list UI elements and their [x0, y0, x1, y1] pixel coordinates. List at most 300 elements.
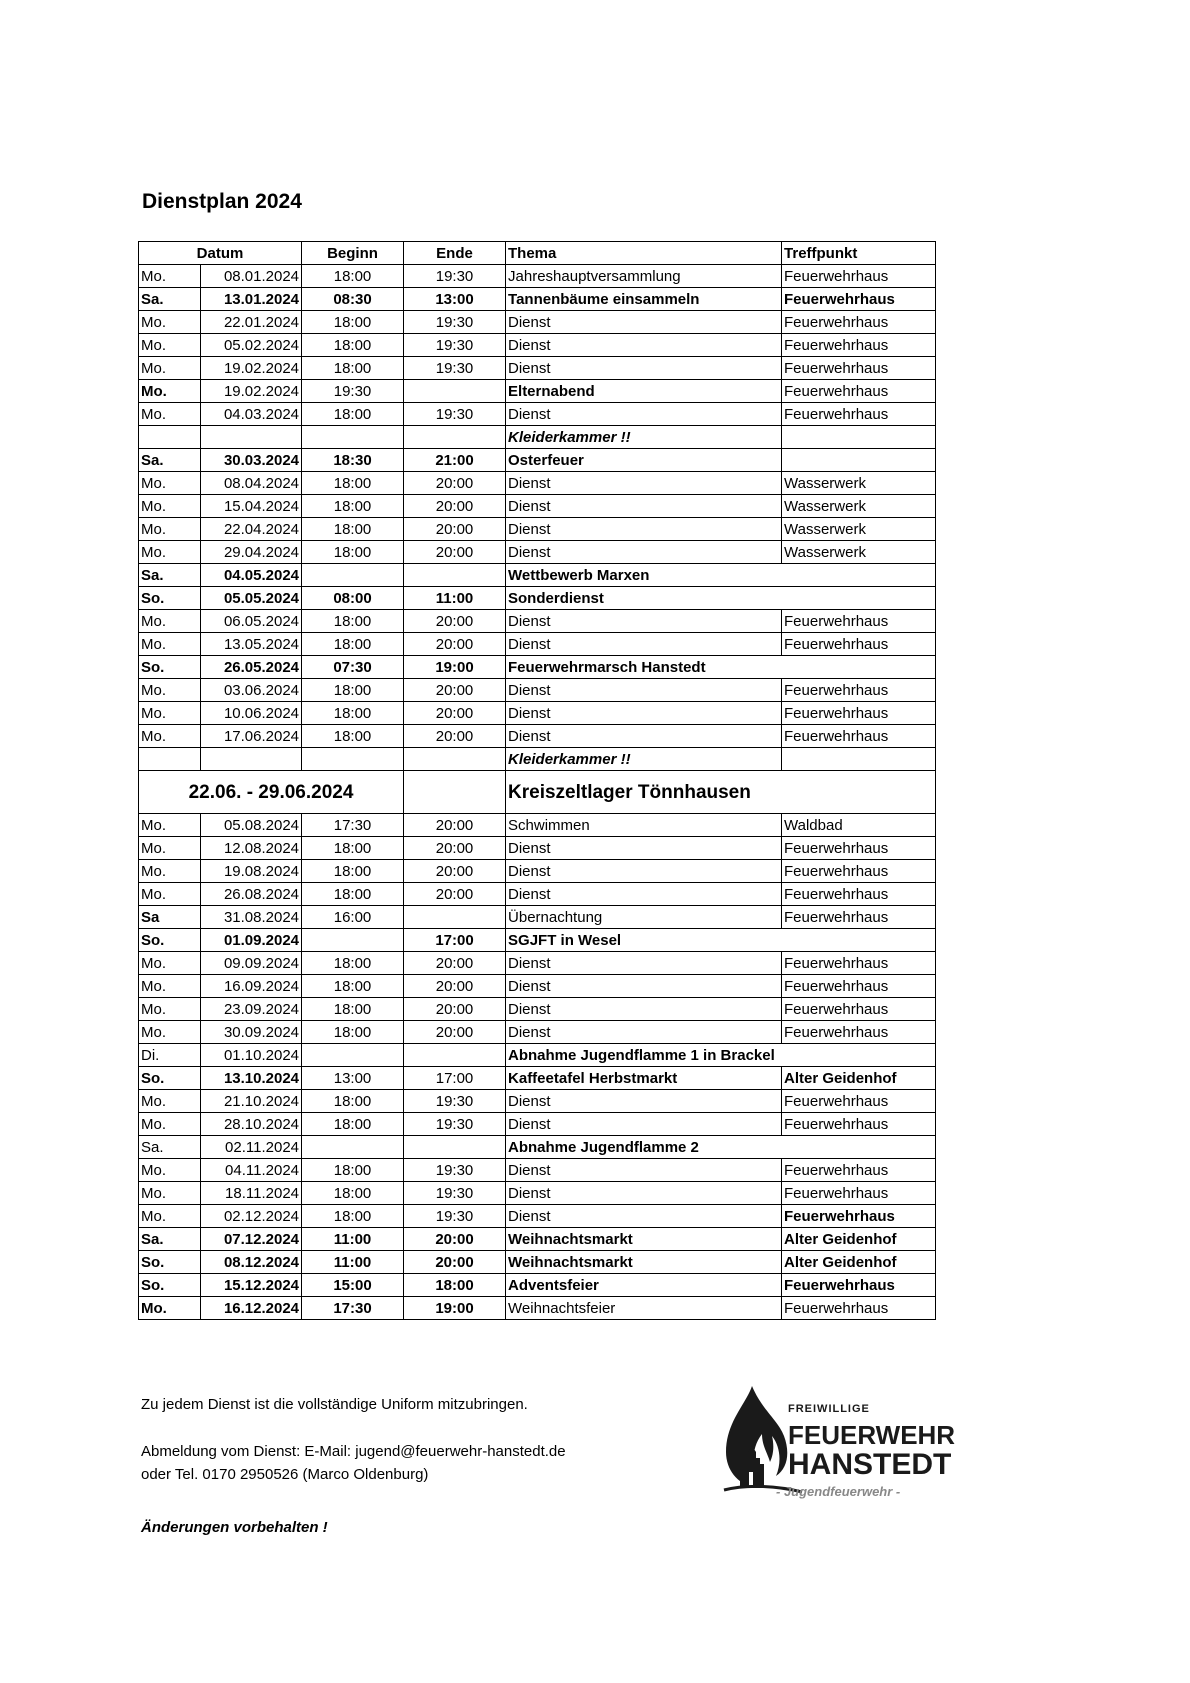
- cell-date: 13.10.2024: [201, 1067, 302, 1090]
- cell-place: Feuerwehrhaus: [782, 702, 936, 725]
- cell-end: 20:00: [404, 1021, 506, 1044]
- cell-topic: Tannenbäume einsammeln: [506, 288, 782, 311]
- cell-topic: Dienst: [506, 1113, 782, 1136]
- cell-end: [404, 748, 506, 771]
- cell-day: So.: [139, 656, 201, 679]
- cell-start: [302, 929, 404, 952]
- cell-end: 18:00: [404, 1274, 506, 1297]
- cell-start: 18:00: [302, 1182, 404, 1205]
- cell-day: Mo.: [139, 679, 201, 702]
- cell-date: 08.01.2024: [201, 265, 302, 288]
- cell-topic: SGJFT in Wesel: [506, 929, 936, 952]
- cell-place: Feuerwehrhaus: [782, 380, 936, 403]
- cell-start: [302, 1044, 404, 1067]
- cell-start: 18:00: [302, 952, 404, 975]
- cell-date: 31.08.2024: [201, 906, 302, 929]
- table-row: [139, 725, 936, 748]
- cell-day: Mo.: [139, 998, 201, 1021]
- cell-day: So.: [139, 1067, 201, 1090]
- cell-date: 09.09.2024: [201, 952, 302, 975]
- cell-start: 08:30: [302, 288, 404, 311]
- cell-start: 18:00: [302, 311, 404, 334]
- cell-topic: Dienst: [506, 633, 782, 656]
- table-row: [139, 1251, 936, 1274]
- cell-place: [782, 426, 936, 449]
- table-row: [139, 1159, 936, 1182]
- table-row: [139, 748, 936, 771]
- table-row: [139, 771, 936, 814]
- cell-day: Mo.: [139, 541, 201, 564]
- cell-topic: Elternabend: [506, 380, 782, 403]
- cell-place: Alter Geidenhof: [782, 1067, 936, 1090]
- cell-end: [404, 1044, 506, 1067]
- cell-place: Feuerwehrhaus: [782, 1090, 936, 1113]
- cell-start: 18:00: [302, 975, 404, 998]
- cell-start: 18:00: [302, 679, 404, 702]
- cell-day: Mo.: [139, 1297, 201, 1320]
- cell-topic: Dienst: [506, 837, 782, 860]
- cell-end: 20:00: [404, 495, 506, 518]
- cell-end: [404, 906, 506, 929]
- table-row: [139, 587, 936, 610]
- cell-start: 18:30: [302, 449, 404, 472]
- cell-day: Mo.: [139, 265, 201, 288]
- table-row: [139, 1021, 936, 1044]
- cell-day: Mo.: [139, 610, 201, 633]
- table-row: [139, 265, 936, 288]
- cell-topic: Osterfeuer: [506, 449, 782, 472]
- cell-place: Alter Geidenhof: [782, 1251, 936, 1274]
- cell-start: 18:00: [302, 1159, 404, 1182]
- cell-day: Mo.: [139, 1159, 201, 1182]
- cell-start: 18:00: [302, 1021, 404, 1044]
- cell-topic: Dienst: [506, 518, 782, 541]
- cell-date: 02.11.2024: [201, 1136, 302, 1159]
- table-row: [139, 860, 936, 883]
- cell-date: 21.10.2024: [201, 1090, 302, 1113]
- table-row: [139, 952, 936, 975]
- cell-end: 19:30: [404, 265, 506, 288]
- table-row: [139, 1228, 936, 1251]
- table-row: [139, 610, 936, 633]
- cell-end: 20:00: [404, 1228, 506, 1251]
- cell-date: 28.10.2024: [201, 1113, 302, 1136]
- cell-place: [782, 748, 936, 771]
- cell-date: 16.12.2024: [201, 1297, 302, 1320]
- cell-place: Feuerwehrhaus: [782, 1159, 936, 1182]
- cell-date: 17.06.2024: [201, 725, 302, 748]
- cell-date: [201, 748, 302, 771]
- cell-end: 20:00: [404, 633, 506, 656]
- cell-date: 26.05.2024: [201, 656, 302, 679]
- cell-topic: Dienst: [506, 883, 782, 906]
- cell-date: 04.11.2024: [201, 1159, 302, 1182]
- cell-end: 20:00: [404, 518, 506, 541]
- cell-end: 17:00: [404, 929, 506, 952]
- table-row: [139, 311, 936, 334]
- cell-date: 05.08.2024: [201, 814, 302, 837]
- cell-date: 04.03.2024: [201, 403, 302, 426]
- cell-start: 18:00: [302, 610, 404, 633]
- uniform-note: Zu jedem Dienst ist die vollständige Uniform mitzubringen.: [141, 1396, 528, 1413]
- cell-date: 18.11.2024: [201, 1182, 302, 1205]
- cell-date: 30.09.2024: [201, 1021, 302, 1044]
- cell-start: 11:00: [302, 1251, 404, 1274]
- cell-day: Mo.: [139, 952, 201, 975]
- cell-topic: Dienst: [506, 702, 782, 725]
- cell-date: 19.08.2024: [201, 860, 302, 883]
- cell-topic: Dienst: [506, 541, 782, 564]
- cell-end: 20:00: [404, 472, 506, 495]
- cell-end: 19:30: [404, 403, 506, 426]
- cell-topic: Dienst: [506, 975, 782, 998]
- cell-place: Feuerwehrhaus: [782, 1021, 936, 1044]
- cell-place: Feuerwehrhaus: [782, 311, 936, 334]
- cell-date: 26.08.2024: [201, 883, 302, 906]
- cell-place: Feuerwehrhaus: [782, 860, 936, 883]
- cell-place: Feuerwehrhaus: [782, 403, 936, 426]
- cell-day: Mo.: [139, 1205, 201, 1228]
- logo-line-1: FREIWILLIGE: [788, 1403, 870, 1415]
- cell-topic: Dienst: [506, 311, 782, 334]
- cell-start: 18:00: [302, 334, 404, 357]
- cell-topic: Kaffeetafel Herbstmarkt: [506, 1067, 782, 1090]
- cell-topic: Kreiszeltlager Tönnhausen: [506, 771, 936, 814]
- table-row: [139, 564, 936, 587]
- table-row: [139, 906, 936, 929]
- cell-end: 19:30: [404, 1159, 506, 1182]
- cell-date: 05.05.2024: [201, 587, 302, 610]
- cell-topic: Sonderdienst: [506, 587, 936, 610]
- cell-end: 19:30: [404, 1090, 506, 1113]
- cell-end: 19:00: [404, 656, 506, 679]
- cell-topic: Abnahme Jugendflamme 2: [506, 1136, 936, 1159]
- cell-day: Mo.: [139, 357, 201, 380]
- cell-date: 23.09.2024: [201, 998, 302, 1021]
- cell-topic: Dienst: [506, 1090, 782, 1113]
- table-row: [139, 1136, 936, 1159]
- cell-day: Mo.: [139, 380, 201, 403]
- cell-date: 22.01.2024: [201, 311, 302, 334]
- cell-date: 05.02.2024: [201, 334, 302, 357]
- cell-place: Feuerwehrhaus: [782, 357, 936, 380]
- cell-place: Feuerwehrhaus: [782, 883, 936, 906]
- cell-date: 19.02.2024: [201, 357, 302, 380]
- cell-start: 18:00: [302, 702, 404, 725]
- cell-date: 15.04.2024: [201, 495, 302, 518]
- cell-end: 20:00: [404, 610, 506, 633]
- cell-place: Feuerwehrhaus: [782, 952, 936, 975]
- cell-day: Mo.: [139, 975, 201, 998]
- cell-place: Feuerwehrhaus: [782, 265, 936, 288]
- table-row: [139, 1113, 936, 1136]
- table-row: [139, 1297, 936, 1320]
- cell-start: [302, 564, 404, 587]
- cell-end: 20:00: [404, 975, 506, 998]
- cell-place: Wasserwerk: [782, 472, 936, 495]
- cell-empty: [404, 771, 506, 814]
- cell-day: Sa.: [139, 1136, 201, 1159]
- cell-start: 17:30: [302, 814, 404, 837]
- cell-date: 06.05.2024: [201, 610, 302, 633]
- cell-end: [404, 380, 506, 403]
- cell-end: 20:00: [404, 1251, 506, 1274]
- cell-day: Mo.: [139, 702, 201, 725]
- changes-note: Änderungen vorbehalten !: [141, 1519, 328, 1536]
- cell-day: Mo.: [139, 334, 201, 357]
- cell-topic: Dienst: [506, 495, 782, 518]
- cell-end: [404, 564, 506, 587]
- cell-start: 18:00: [302, 541, 404, 564]
- header-datum: Datum: [139, 242, 302, 265]
- cell-end: 17:00: [404, 1067, 506, 1090]
- cell-end: 20:00: [404, 814, 506, 837]
- cell-date: 29.04.2024: [201, 541, 302, 564]
- cell-topic: Weihnachtsmarkt: [506, 1251, 782, 1274]
- cell-date: 12.08.2024: [201, 837, 302, 860]
- logo-line-3: HANSTEDT: [788, 1448, 952, 1481]
- cell-topic: Dienst: [506, 860, 782, 883]
- cell-place: Feuerwehrhaus: [782, 1205, 936, 1228]
- cell-place: Wasserwerk: [782, 495, 936, 518]
- table-row: [139, 288, 936, 311]
- cell-start: 07:30: [302, 656, 404, 679]
- cell-day: [139, 748, 201, 771]
- cell-date: 13.05.2024: [201, 633, 302, 656]
- cell-start: 18:00: [302, 860, 404, 883]
- cell-place: Feuerwehrhaus: [782, 1113, 936, 1136]
- cell-day: Mo.: [139, 311, 201, 334]
- cell-topic: Dienst: [506, 610, 782, 633]
- table-row: [139, 656, 936, 679]
- header-thema: Thema: [506, 242, 782, 265]
- cell-start: 15:00: [302, 1274, 404, 1297]
- cell-start: 17:30: [302, 1297, 404, 1320]
- phone-note: oder Tel. 0170 2950526 (Marco Oldenburg): [141, 1466, 429, 1483]
- cell-day: Mo.: [139, 518, 201, 541]
- cell-topic: Dienst: [506, 1182, 782, 1205]
- table-row: [139, 1274, 936, 1297]
- cell-place: Waldbad: [782, 814, 936, 837]
- cell-end: 19:30: [404, 1205, 506, 1228]
- cell-day: Mo.: [139, 1113, 201, 1136]
- table-row: [139, 679, 936, 702]
- cell-start: 18:00: [302, 403, 404, 426]
- table-row: [139, 403, 936, 426]
- cell-day: Mo.: [139, 1021, 201, 1044]
- header-beginn: Beginn: [302, 242, 404, 265]
- cell-date: 10.06.2024: [201, 702, 302, 725]
- cell-topic: Weihnachtsfeier: [506, 1297, 782, 1320]
- cell-day: Mo.: [139, 814, 201, 837]
- table-row: [139, 380, 936, 403]
- cell-end: 20:00: [404, 860, 506, 883]
- cell-day: Mo.: [139, 837, 201, 860]
- cell-start: 18:00: [302, 883, 404, 906]
- cell-place: Feuerwehrhaus: [782, 975, 936, 998]
- cell-start: 18:00: [302, 518, 404, 541]
- cell-place: Feuerwehrhaus: [782, 1297, 936, 1320]
- table-row: [139, 334, 936, 357]
- cell-start: 18:00: [302, 1090, 404, 1113]
- cell-place: Feuerwehrhaus: [782, 837, 936, 860]
- cell-date: 30.03.2024: [201, 449, 302, 472]
- cell-place: Feuerwehrhaus: [782, 1182, 936, 1205]
- cell-topic: Adventsfeier: [506, 1274, 782, 1297]
- cell-end: 13:00: [404, 288, 506, 311]
- cell-date: 13.01.2024: [201, 288, 302, 311]
- cell-end: 21:00: [404, 449, 506, 472]
- cell-date: 01.09.2024: [201, 929, 302, 952]
- cell-place: Wasserwerk: [782, 518, 936, 541]
- cell-end: 20:00: [404, 679, 506, 702]
- cell-start: 13:00: [302, 1067, 404, 1090]
- cell-place: Feuerwehrhaus: [782, 906, 936, 929]
- page-title: Dienstplan 2024: [142, 190, 302, 213]
- table-row: [139, 1090, 936, 1113]
- header-treffpunkt: Treffpunkt: [782, 242, 936, 265]
- cell-end: 20:00: [404, 883, 506, 906]
- cell-day: So.: [139, 1274, 201, 1297]
- table-row: [139, 518, 936, 541]
- cell-start: 11:00: [302, 1228, 404, 1251]
- cell-place: Feuerwehrhaus: [782, 334, 936, 357]
- cell-start: 18:00: [302, 1113, 404, 1136]
- cell-start: [302, 426, 404, 449]
- cell-day: Mo.: [139, 403, 201, 426]
- logo-line-4: - Jugendfeuerwehr -: [776, 1484, 901, 1499]
- cell-start: 18:00: [302, 725, 404, 748]
- cell-topic: Feuerwehrmarsch Hanstedt: [506, 656, 936, 679]
- cell-date: 04.05.2024: [201, 564, 302, 587]
- cell-date: 19.02.2024: [201, 380, 302, 403]
- cell-day: Mo.: [139, 883, 201, 906]
- cell-day: Mo.: [139, 860, 201, 883]
- cell-day: Sa.: [139, 449, 201, 472]
- cell-start: 18:00: [302, 633, 404, 656]
- header-row: [139, 242, 936, 265]
- cell-end: 20:00: [404, 998, 506, 1021]
- table-row: [139, 975, 936, 998]
- cell-date: 03.06.2024: [201, 679, 302, 702]
- cell-day: Mo.: [139, 472, 201, 495]
- cell-topic: Jahreshauptversammlung: [506, 265, 782, 288]
- cell-date: 16.09.2024: [201, 975, 302, 998]
- cell-day: Mo.: [139, 633, 201, 656]
- cell-topic: Dienst: [506, 1159, 782, 1182]
- cell-place: Wasserwerk: [782, 541, 936, 564]
- feuerwehr-logo: [718, 1382, 956, 1510]
- cell-topic: Dienst: [506, 952, 782, 975]
- cell-place: Feuerwehrhaus: [782, 1274, 936, 1297]
- cell-topic: Dienst: [506, 334, 782, 357]
- cell-topic: Dienst: [506, 1205, 782, 1228]
- cell-start: 18:00: [302, 495, 404, 518]
- cell-day: Mo.: [139, 495, 201, 518]
- cell-start: 18:00: [302, 837, 404, 860]
- cell-date: 08.04.2024: [201, 472, 302, 495]
- cell-topic: Dienst: [506, 403, 782, 426]
- table-row: [139, 541, 936, 564]
- cell-start: 16:00: [302, 906, 404, 929]
- cell-end: 19:30: [404, 334, 506, 357]
- cell-end: 11:00: [404, 587, 506, 610]
- cell-day: So.: [139, 1251, 201, 1274]
- cell-date: 08.12.2024: [201, 1251, 302, 1274]
- cell-topic: Dienst: [506, 998, 782, 1021]
- cell-day: Sa.: [139, 1228, 201, 1251]
- table-row: [139, 1205, 936, 1228]
- table-row: [139, 929, 936, 952]
- cell-place: Feuerwehrhaus: [782, 725, 936, 748]
- cell-start: 18:00: [302, 265, 404, 288]
- cell-start: [302, 1136, 404, 1159]
- cell-topic: Weihnachtsmarkt: [506, 1228, 782, 1251]
- table-row: [139, 1044, 936, 1067]
- table-row: [139, 426, 936, 449]
- cell-date: 02.12.2024: [201, 1205, 302, 1228]
- cell-end: [404, 426, 506, 449]
- cell-end: 20:00: [404, 725, 506, 748]
- cell-place: Alter Geidenhof: [782, 1228, 936, 1251]
- cell-topic: Dienst: [506, 1021, 782, 1044]
- table-row: [139, 449, 936, 472]
- logo-line-2: FEUERWEHR: [788, 1420, 956, 1450]
- cell-day: Mo.: [139, 725, 201, 748]
- cell-topic: Schwimmen: [506, 814, 782, 837]
- cell-end: 19:30: [404, 357, 506, 380]
- cell-topic: Kleiderkammer !!: [506, 748, 782, 771]
- cell-place: Feuerwehrhaus: [782, 998, 936, 1021]
- cell-place: Feuerwehrhaus: [782, 610, 936, 633]
- cell-place: Feuerwehrhaus: [782, 633, 936, 656]
- cell-day: So.: [139, 587, 201, 610]
- cell-date: [201, 426, 302, 449]
- cell-place: Feuerwehrhaus: [782, 679, 936, 702]
- cell-date: 07.12.2024: [201, 1228, 302, 1251]
- table-row: [139, 702, 936, 725]
- cell-topic: Dienst: [506, 725, 782, 748]
- cell-start: 08:00: [302, 587, 404, 610]
- cell-day: [139, 426, 201, 449]
- cell-end: 19:30: [404, 1113, 506, 1136]
- cell-topic: Kleiderkammer !!: [506, 426, 782, 449]
- cell-day: Sa.: [139, 564, 201, 587]
- cell-topic: Abnahme Jugendflamme 1 in Brackel: [506, 1044, 936, 1067]
- cell-date: 01.10.2024: [201, 1044, 302, 1067]
- cell-day: So.: [139, 929, 201, 952]
- table-row: [139, 837, 936, 860]
- cell-end: [404, 1136, 506, 1159]
- cell-end: 19:00: [404, 1297, 506, 1320]
- cell-start: 18:00: [302, 998, 404, 1021]
- table-row: [139, 1182, 936, 1205]
- cell-date: 15.12.2024: [201, 1274, 302, 1297]
- table-row: [139, 472, 936, 495]
- cell-topic: Dienst: [506, 679, 782, 702]
- cell-start: 18:00: [302, 472, 404, 495]
- cell-end: 20:00: [404, 541, 506, 564]
- cell-end: 20:00: [404, 952, 506, 975]
- cell-topic: Übernachtung: [506, 906, 782, 929]
- cell-topic: Wettbewerb Marxen: [506, 564, 936, 587]
- table-row: [139, 357, 936, 380]
- cell-start: 18:00: [302, 1205, 404, 1228]
- cell-end: 19:30: [404, 1182, 506, 1205]
- cell-day: Di.: [139, 1044, 201, 1067]
- cell-end: 20:00: [404, 702, 506, 725]
- schedule-table: [138, 241, 936, 1320]
